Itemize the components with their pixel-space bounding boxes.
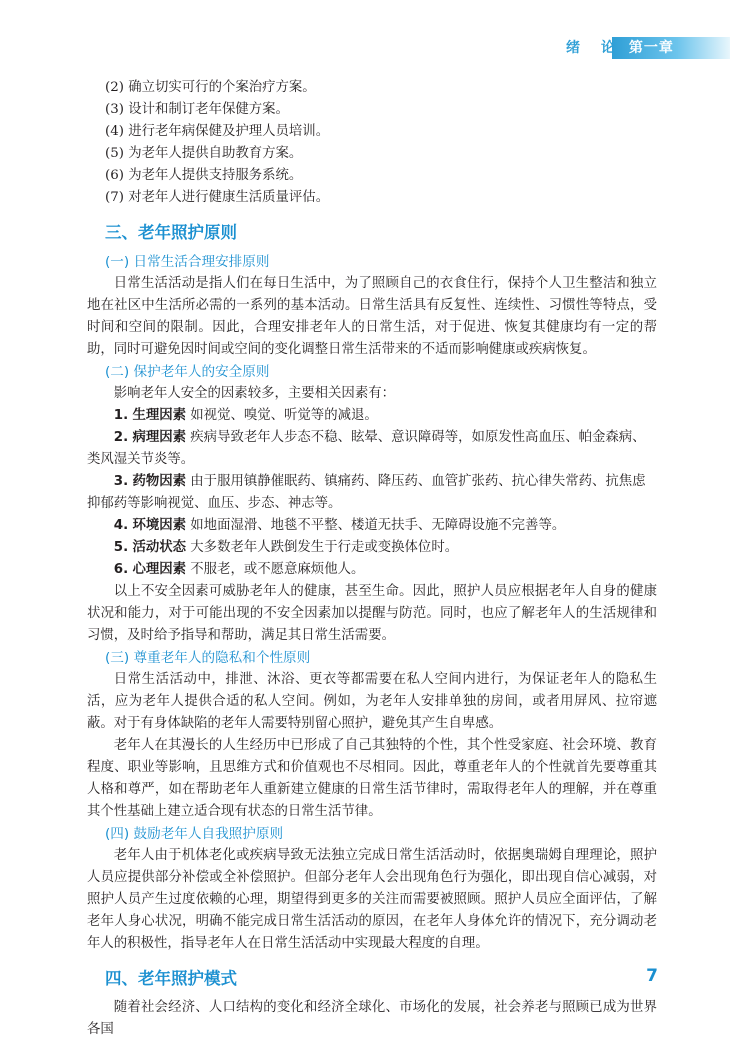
list-item: (3) 设计和制订老年保健方案。 [105, 102, 289, 117]
paragraph: 老年人在其漫长的人生经历中已形成了自己其独特的个性，其个性受家庭、社会环境、教育程度、职业等影响，且思维方式和价值观也不尽相同。因此，尊重老年人的个性就首先要尊重其人格和尊严，如在帮助老年人重新建立健康的日常生活节律时，需取得老年人的理解，并在尊重其个性基础上建立适合现有状态的日常生活节律。 [87, 738, 657, 819]
factor-text: 如视觉、嗅觉、听觉等的减退。 [190, 408, 378, 423]
factor-label: 心理因素 [132, 562, 187, 577]
factor-item [87, 405, 657, 427]
factor-label: 环境因素 [132, 518, 187, 533]
paragraph: 日常生活活动中，排泄、沐浴、更衣等都需要在私人空间内进行，为保证老年人的隐私生活，应为老年人提供合适的私人空间。例如，为老年人安排单独的房间，或者用屏风、拉帘遮蔽。对于有身体缺陷的老年人需要特别留心照护，避免其产生自卑感。 [87, 672, 657, 731]
paragraph: 随着社会经济、人口结构的变化和经济全球化、市场化的发展，社会养老与照顾已成为世界各国 [87, 1000, 657, 1037]
factor-number: 3. [113, 474, 129, 489]
section-title: 三、老年照护原则 [105, 223, 237, 242]
list-item: (2) 确立切实可行的个案治疗方案。 [105, 80, 316, 95]
factor-number: 5. [113, 540, 129, 555]
factor-number: 2. [113, 430, 129, 445]
subsection-title: (三) 尊重老年人的隐私和个性原则 [105, 650, 311, 666]
running-header [566, 36, 674, 60]
page-number: 7 [646, 966, 658, 986]
paragraph: 以上不安全因素可威胁老年人的健康，甚至生命。因此，照护人员应根据老年人自身的健康状况和能力，对于可能出现的不安全因素加以提醒与防范。同时，也应了解老年人的生活规律和习惯，及时给予指导和帮助，满足其日常生活需要。 [87, 584, 657, 643]
factor-label: 药物因素 [132, 474, 187, 489]
header-section: 绪 论 [566, 40, 623, 56]
factor-item [87, 515, 657, 537]
factor-number: 1. [113, 408, 129, 423]
section-title: 四、老年照护模式 [105, 969, 237, 988]
subsection-title: (二) 保护老年人的安全原则 [105, 364, 270, 380]
factor-text: 不服老，或不愿意麻烦他人。 [190, 562, 365, 577]
list-item: (4) 进行老年病保健及护理人员培训。 [105, 124, 330, 139]
factor-number: 4. [113, 518, 129, 533]
factor-item [87, 559, 657, 581]
paragraph: 日常生活活动是指人们在每日生活中，为了照顾自己的衣食住行，保持个人卫生整洁和独立地在社区中生活所必需的一系列的基本活动。日常生活具有反复性、连续性、习惯性等特点，受时间和空间的限制。因此，合理安排老年人的日常生活，对于促进、恢复其健康均有一定的帮助，同时可避免因时间或空间的变化调整日常生活带来的不适而影响健康或疾病恢复。 [87, 276, 657, 357]
subsection-title: (一) 日常生活合理安排原则 [105, 254, 270, 270]
factor-number: 6. [113, 562, 129, 577]
list-item: (7) 对老年人进行健康生活质量评估。 [105, 190, 330, 205]
factor-label: 病理因素 [132, 430, 187, 445]
factor-label: 生理因素 [132, 408, 187, 423]
factor-item [87, 537, 657, 559]
factor-item [87, 471, 657, 515]
factor-text: 大多数老年人跌倒发生于行走或变换体位时。 [190, 540, 459, 555]
page-content [87, 77, 657, 1041]
factor-item [87, 427, 657, 471]
header-chapter: 第一章 [628, 40, 674, 56]
paragraph: 影响老年人安全的因素较多，主要相关因素有： [113, 386, 395, 401]
paragraph: 老年人由于机体老化或疾病导致无法独立完成日常生活活动时，依据奥瑞姆自理理论，照护人员应提供部分补偿或全补偿照护。但部分老年人会出现角色行为强化，即出现自信心减弱，对照护人员产生过度依赖的心理，期望得到更多的关注而需要被照顾。照护人员应全面评估，了解老年人身心状况，明确不能完成日常生活活动的原因，在老年人身体允许的情况下，充分调动老年人的积极性，指导老年人在日常生活活动中实现最大程度的自理。 [87, 848, 657, 951]
factor-text: 如地面湿滑、地毯不平整、楼道无扶手、无障碍设施不完善等。 [190, 518, 566, 533]
factor-text: 由于服用镇静催眠药、镇痛药、降压药、血管扩张药、抗心律失常药、抗焦虑抑郁药等影响视觉、血压、步态、神志等。 [87, 474, 646, 511]
subsection-title: (四) 鼓励老年人自我照护原则 [105, 826, 284, 842]
list-item: (6) 为老年人提供支持服务系统。 [105, 168, 303, 183]
factor-label: 活动状态 [132, 540, 187, 555]
factor-text: 疾病导致老年人步态不稳、眩晕、意识障碍等，如原发性高血压、帕金森病、类风湿关节炎等。 [87, 430, 646, 467]
list-item: (5) 为老年人提供自助教育方案。 [105, 146, 303, 161]
